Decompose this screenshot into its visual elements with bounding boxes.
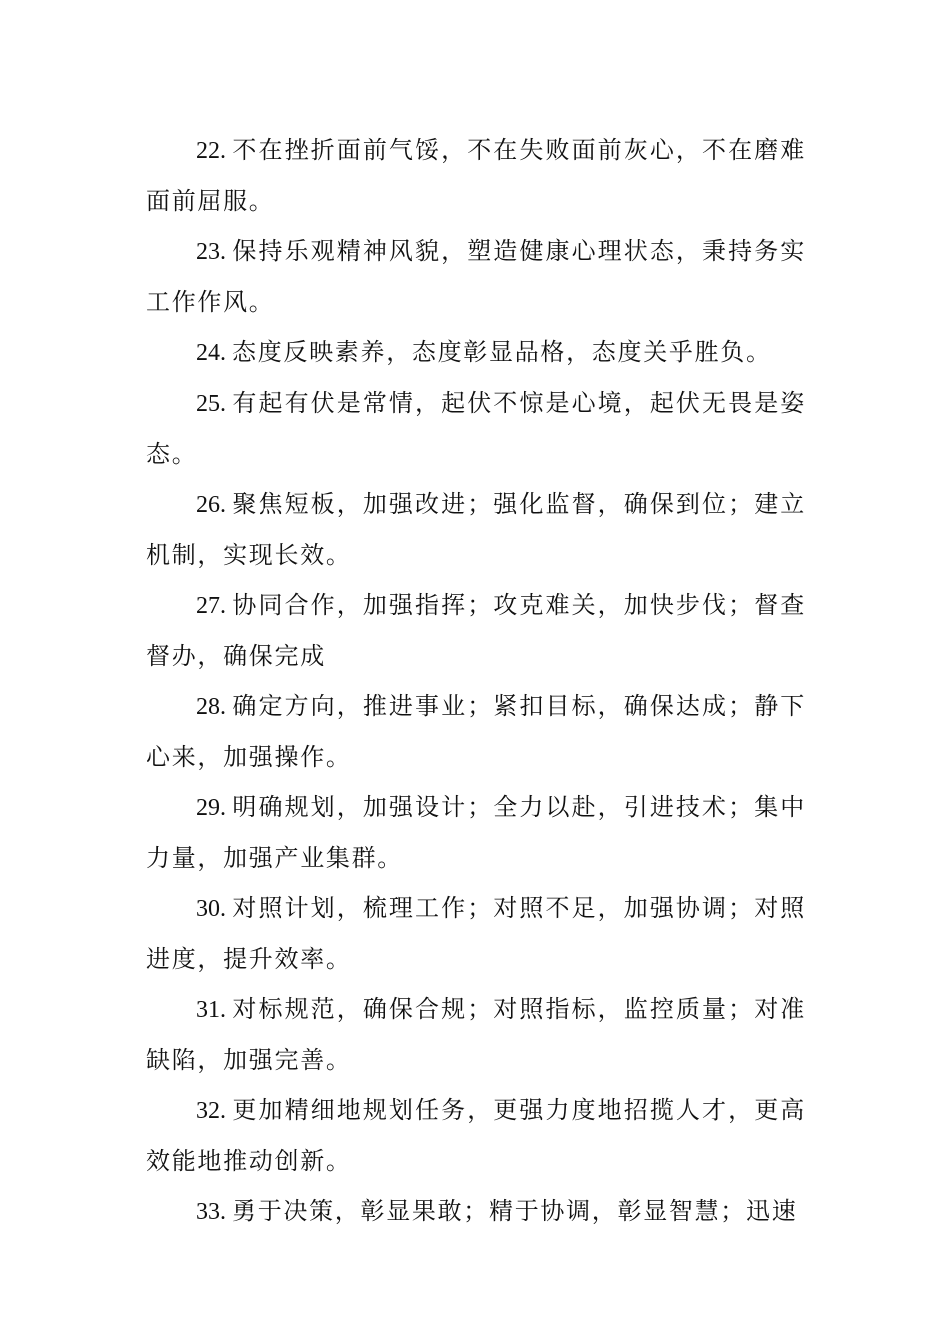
list-item <box>146 1186 806 1237</box>
list-item <box>146 984 806 1085</box>
item-text: 保持乐观精神风貌，塑造健康心理状态，秉持务实工作作风。 <box>146 237 806 316</box>
list-item <box>146 1085 806 1186</box>
item-text: 更加精细地规划任务，更强力度地招揽人才，更高效能地推动创新。 <box>146 1096 806 1175</box>
list-item <box>146 782 806 883</box>
item-number: 24. <box>196 340 226 366</box>
item-text: 对照计划，梳理工作；对照不足，加强协调；对照进度，提升效率。 <box>146 894 806 973</box>
item-text: 确定方向，推进事业；紧扣目标，确保达成；静下心来，加强操作。 <box>146 692 806 771</box>
item-number: 30. <box>196 896 226 922</box>
item-number: 22. <box>196 138 226 164</box>
document-page <box>146 125 806 1237</box>
item-text: 有起有伏是常情，起伏不惊是心境，起伏无畏是姿态。 <box>146 389 806 468</box>
item-text: 明确规划，加强设计；全力以赴，引进技术；集中力量，加强产业集群。 <box>146 793 806 872</box>
item-text: 聚焦短板，加强改进；强化监督，确保到位；建立机制，实现长效。 <box>146 490 806 569</box>
list-item <box>146 883 806 984</box>
list-item <box>146 226 806 327</box>
list-item <box>146 681 806 782</box>
item-number: 28. <box>196 694 226 720</box>
list-item <box>146 479 806 580</box>
item-number: 31. <box>196 997 226 1023</box>
item-number: 27. <box>196 593 226 619</box>
item-text: 协同合作，加强指挥；攻克难关，加快步伐；督查督办，确保完成 <box>146 591 806 670</box>
item-text: 勇于决策，彰显果敢；精于协调，彰显智慧；迅速 <box>232 1197 798 1225</box>
item-number: 23. <box>196 239 226 265</box>
item-text: 不在挫折面前气馁，不在失败面前灰心，不在磨难面前屈服。 <box>146 136 806 215</box>
item-number: 33. <box>196 1199 226 1225</box>
list-item <box>146 580 806 681</box>
list-item <box>146 378 806 479</box>
item-number: 26. <box>196 492 226 518</box>
list-item <box>146 327 806 378</box>
item-number: 29. <box>196 795 226 821</box>
item-text: 态度反映素养，态度彰显品格，态度关乎胜负。 <box>232 338 772 366</box>
item-number: 32. <box>196 1098 226 1124</box>
item-text: 对标规范，确保合规；对照指标，监控质量；对准缺陷，加强完善。 <box>146 995 806 1074</box>
item-number: 25. <box>196 391 226 417</box>
list-item <box>146 125 806 226</box>
